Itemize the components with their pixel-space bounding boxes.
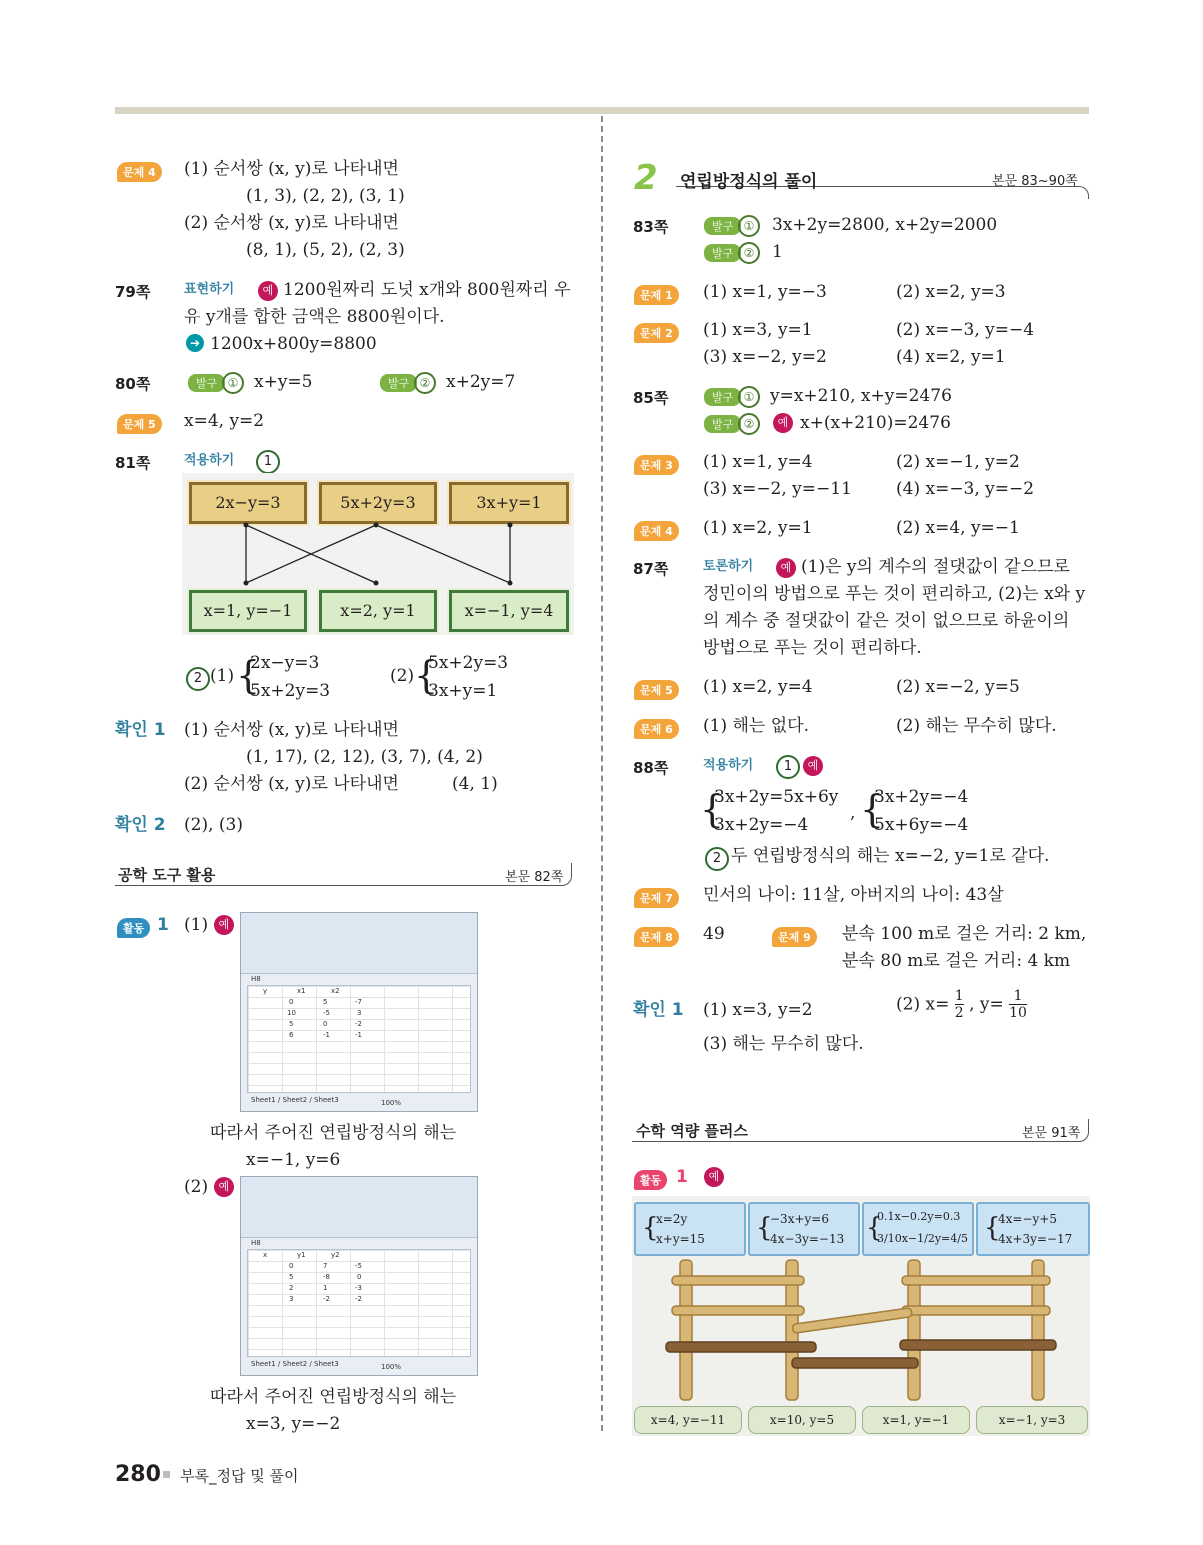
answer: 분속 80 m로 걸은 거리: 4 km <box>842 951 1071 971</box>
text-line: (8, 1), (5, 2), (2, 3) <box>246 240 405 260</box>
text-line: 따라서 주어진 연립방정식의 해는 <box>210 1387 457 1407</box>
text-line: x=3, y=−2 <box>246 1414 341 1434</box>
answer: (1) x=2, y=1 <box>703 518 813 538</box>
cell: x1 <box>297 987 306 995</box>
cell: x2 <box>331 987 340 995</box>
answer: (3) 해는 무수히 많다. <box>703 1034 864 1054</box>
equation: 4x=−y+5 <box>998 1212 1057 1226</box>
answer: (3) x=−2, y=−11 <box>703 479 852 499</box>
denominator: 2 <box>954 1005 964 1021</box>
cell: 3 <box>289 1295 294 1303</box>
section-title: 수학 역량 플러스 <box>636 1122 748 1140</box>
equation: x=2y <box>656 1212 688 1226</box>
section-ref: 본문 83~90쪽 <box>992 174 1078 189</box>
text-line: 의 계수 중 절댓값이 같은 것이 없으므로 하윤이의 <box>703 611 1070 631</box>
text-line: 따라서 주어진 연립방정식의 해는 <box>210 1123 457 1143</box>
answer: (2) x=−1, y=2 <box>896 452 1020 472</box>
answer: (1) x=1, y=−3 <box>703 282 827 302</box>
fraction <box>955 988 964 1021</box>
answer: (4) x=−3, y=−2 <box>896 479 1035 499</box>
section-ref: 본문 91쪽 <box>1022 1126 1081 1141</box>
text-line: (1) 순서쌍 (x, y)로 나타내면 <box>184 159 399 179</box>
inquiry-badge: 발구 <box>380 374 417 392</box>
spreadsheet-screenshot <box>240 1176 478 1376</box>
equation: x+y=15 <box>656 1232 705 1246</box>
activity-badge: 활동 <box>634 1170 667 1190</box>
problem-badge: 문제 8 <box>634 927 679 947</box>
answer: 3x+2y=2800, x+2y=2000 <box>772 215 998 235</box>
number-2: ② <box>738 413 760 435</box>
text-line: (4, 1) <box>452 774 498 794</box>
cell: -2 <box>323 1295 330 1303</box>
section-title: 공학 도구 활용 <box>118 866 216 884</box>
example-icon: 예 <box>704 1167 724 1187</box>
answer: 49 <box>703 924 725 944</box>
answer: 민서의 나이: 11살, 아버지의 나이: 43살 <box>703 885 1004 905</box>
number-2: 2 <box>705 847 729 871</box>
number-2: ② <box>738 242 760 264</box>
example-icon: 예 <box>214 915 234 935</box>
equation: 4x+3y=−17 <box>998 1232 1073 1246</box>
fraction <box>1009 988 1027 1021</box>
numerator: 1 <box>1009 988 1027 1005</box>
number-2: 2 <box>186 667 210 691</box>
equation: 3x+2y=5x+6y <box>714 787 839 807</box>
equation: 2x−y=3 <box>250 653 320 673</box>
bullet <box>163 1471 170 1478</box>
number-1: 1 <box>256 450 280 474</box>
cell: -8 <box>323 1273 330 1281</box>
text-line: (1, 3), (2, 2), (3, 1) <box>246 186 405 206</box>
cell: -2 <box>355 1295 362 1303</box>
cell: 7 <box>323 1262 328 1270</box>
system-card <box>748 1202 860 1256</box>
equation: 3/10x−1/2y=4/5 <box>877 1232 968 1245</box>
brace: { <box>984 1213 1001 1243</box>
answer: (1) x=3, y=1 <box>703 320 813 340</box>
problem-badge: 문제 9 <box>772 927 817 947</box>
equation-box: 5x+2y=3 <box>319 482 437 524</box>
cell: 2 <box>289 1284 294 1292</box>
brace: { <box>642 1213 659 1243</box>
activity-number: 1 <box>676 1167 688 1187</box>
cell: y2 <box>331 1251 340 1259</box>
number-1: 1 <box>776 755 800 779</box>
answer: x+(x+210)=2476 <box>800 413 951 433</box>
answer: x+y=5 <box>254 372 313 392</box>
page-ref: 79쪽 <box>115 283 151 301</box>
fraction-answer <box>896 988 1027 1021</box>
cell: -2 <box>355 1020 362 1028</box>
brace: { <box>860 787 885 831</box>
example-icon: 예 <box>258 281 278 301</box>
cell: 1 <box>323 1284 328 1292</box>
spreadsheet-screenshot <box>240 912 478 1112</box>
problem-badge: 문제 6 <box>634 719 679 739</box>
equation: 4x−3y=−13 <box>770 1232 845 1246</box>
inquiry-badge: 발구 <box>188 374 225 392</box>
cell: -7 <box>355 998 362 1006</box>
page-ref: 87쪽 <box>633 560 669 578</box>
problem-badge: 문제 7 <box>634 888 679 908</box>
brace: { <box>756 1213 773 1243</box>
answer-card: x=4, y=−11 <box>634 1406 742 1434</box>
cell: 5 <box>289 1273 294 1281</box>
page-ref: 83쪽 <box>633 218 669 236</box>
answer: (2) x=4, y=−1 <box>896 518 1020 538</box>
example-icon: 예 <box>803 756 823 776</box>
text-line: 1200원짜리 도넛 x개와 800원짜리 우 <box>283 280 571 300</box>
label: (1) <box>184 915 209 935</box>
equation: 5x+2y=3 <box>428 653 509 673</box>
label: (2) <box>184 1177 209 1197</box>
numerator: 1 <box>954 988 964 1004</box>
column-divider <box>601 116 603 1431</box>
example-icon: 예 <box>776 558 796 578</box>
arrow-icon: ➔ <box>186 334 204 352</box>
equation: 0.1x−0.2y=0.3 <box>877 1210 961 1223</box>
equation: −3x+y=6 <box>770 1212 829 1226</box>
ribbon <box>241 913 477 974</box>
answer-card: x=1, y=−1 <box>862 1406 970 1434</box>
name-box: H8 <box>251 975 261 983</box>
cell: 5 <box>289 1020 294 1028</box>
answer: (2) 해는 무수히 많다. <box>896 716 1057 736</box>
answer: (1) x=3, y=2 <box>703 1000 813 1020</box>
cell: x <box>263 1251 268 1259</box>
problem-badge: 문제 5 <box>117 414 162 434</box>
text-line: 1200x+800y=8800 <box>210 334 377 354</box>
text: , y= <box>969 994 1004 1015</box>
cell: 0 <box>289 1262 294 1270</box>
section-number: 2 <box>634 158 658 198</box>
section-title: 연립방정식의 풀이 <box>680 172 818 192</box>
equation-box: 2x−y=3 <box>189 482 307 524</box>
activity-tag: 표현하기 <box>184 282 235 297</box>
cell: y <box>263 987 268 995</box>
text-line: 두 연립방정식의 해는 x=−2, y=1로 같다. <box>731 846 1050 866</box>
fence-illustration <box>632 1254 1090 1402</box>
activity-tag: 적용하기 <box>703 758 754 773</box>
comma: , <box>850 803 856 823</box>
brace: { <box>866 1213 883 1243</box>
number-2: ② <box>414 372 436 394</box>
check-label: 확인 2 <box>115 815 166 835</box>
problem-badge: 문제 3 <box>634 455 679 475</box>
answer: y=x+210, x+y=2476 <box>770 386 952 406</box>
cell: 6 <box>289 1031 294 1039</box>
answer: (1) x=2, y=4 <box>703 677 813 697</box>
cell: -5 <box>355 1262 362 1270</box>
inquiry-badge: 발구 <box>704 388 741 406</box>
footer-text: 부록_정답 및 풀이 <box>180 1467 299 1485</box>
text-line: (1) 순서쌍 (x, y)로 나타내면 <box>184 720 399 740</box>
check-label: 확인 1 <box>633 1000 684 1020</box>
number-1: ① <box>738 386 760 408</box>
system-card <box>862 1202 974 1256</box>
activity-badge: 활동 <box>117 918 150 938</box>
inquiry-badge: 발구 <box>704 415 741 433</box>
label: (2) <box>390 666 415 686</box>
system-card <box>634 1202 746 1256</box>
text: (2) x= <box>896 994 950 1015</box>
zoom-level: 100% <box>381 1363 402 1371</box>
cell: -3 <box>355 1284 362 1292</box>
number-1: ① <box>222 372 244 394</box>
cell: -1 <box>355 1031 362 1039</box>
cell: -1 <box>323 1031 330 1039</box>
answer: (2) x=−2, y=5 <box>896 677 1020 697</box>
cell: 0 <box>323 1020 328 1028</box>
brace: { <box>700 787 725 831</box>
solution-box: x=1, y=−1 <box>189 590 307 632</box>
brace: { <box>414 653 439 697</box>
check-label: 확인 1 <box>115 720 166 740</box>
page-ref: 85쪽 <box>633 389 669 407</box>
ribbon <box>241 1177 477 1238</box>
answer: (1) x=1, y=4 <box>703 452 813 472</box>
equation: 5x+6y=−4 <box>874 815 969 835</box>
answer: (1) 해는 없다. <box>703 716 809 736</box>
page-ref: 80쪽 <box>115 375 151 393</box>
problem-badge: 문제 1 <box>634 285 679 305</box>
answer: x+2y=7 <box>446 372 516 392</box>
section-ref: 본문 82쪽 <box>505 870 564 885</box>
text-line: 유 y개를 합한 금액은 8800원이다. <box>184 307 445 327</box>
problem-badge: 문제 4 <box>117 162 162 182</box>
label: (1) <box>210 666 235 686</box>
system-card <box>976 1202 1090 1256</box>
problem-badge: 문제 4 <box>634 521 679 541</box>
activity-tag: 토론하기 <box>703 559 754 574</box>
denominator: 10 <box>1009 1005 1027 1021</box>
text-line: 정민이의 방법으로 푸는 것이 편리하고, (2)는 x와 y <box>703 584 1086 604</box>
inquiry-badge: 발구 <box>704 217 741 235</box>
inquiry-badge: 발구 <box>704 244 741 262</box>
cell: 5 <box>323 998 328 1006</box>
page-ref: 88쪽 <box>633 759 669 777</box>
text-line: (2) 순서쌍 (x, y)로 나타내면 <box>184 774 399 794</box>
sheet-tabs: Sheet1 / Sheet2 / Sheet3 <box>251 1096 339 1104</box>
text-line: x=−1, y=6 <box>246 1150 341 1170</box>
equation-box: 3x+y=1 <box>449 482 569 524</box>
top-rule <box>115 107 1089 114</box>
problem-badge: 문제 5 <box>634 680 679 700</box>
number-1: ① <box>738 215 760 237</box>
cell: 0 <box>357 1273 362 1281</box>
answer: (2) x=2, y=3 <box>896 282 1006 302</box>
brace: { <box>236 653 261 697</box>
equation: 5x+2y=3 <box>250 681 331 701</box>
equation: 3x+2y=−4 <box>714 815 809 835</box>
cell: 10 <box>287 1009 296 1017</box>
cell: -5 <box>323 1009 330 1017</box>
cell: 3 <box>357 1009 362 1017</box>
answer: (2) x=−3, y=−4 <box>896 320 1035 340</box>
answer-card: x=10, y=5 <box>748 1406 856 1434</box>
text-line: (1, 17), (2, 12), (3, 7), (4, 2) <box>246 747 483 767</box>
solution-box: x=−1, y=4 <box>449 590 569 632</box>
sheet-tabs: Sheet1 / Sheet2 / Sheet3 <box>251 1360 339 1368</box>
answer-card: x=−1, y=3 <box>976 1406 1088 1434</box>
solution-box: x=2, y=1 <box>319 590 437 632</box>
page-ref: 81쪽 <box>115 454 151 472</box>
cell: 0 <box>289 998 294 1006</box>
answer: (4) x=2, y=1 <box>896 347 1006 367</box>
zoom-level: 100% <box>381 1099 402 1107</box>
cell: y1 <box>297 1251 306 1259</box>
problem-badge: 문제 2 <box>634 323 679 343</box>
example-icon: 예 <box>214 1177 234 1197</box>
text-line: (1)은 y의 계수의 절댓값이 같으므로 <box>801 557 1070 577</box>
example-icon: 예 <box>773 413 793 433</box>
name-box: H8 <box>251 1239 261 1247</box>
answer: 1 <box>772 242 783 262</box>
text-line: 방법으로 푸는 것이 편리하다. <box>703 638 922 658</box>
equation: 3x+2y=−4 <box>874 787 969 807</box>
activity-number: 1 <box>157 915 169 935</box>
answer: x=4, y=2 <box>184 411 265 431</box>
activity-tag: 적용하기 <box>184 453 235 468</box>
answer: 분속 100 m로 걸은 거리: 2 km, <box>842 924 1087 944</box>
text-line: (2) 순서쌍 (x, y)로 나타내면 <box>184 213 399 233</box>
page-number: 280 <box>115 1462 161 1487</box>
answer: (2), (3) <box>184 815 243 835</box>
answer: (3) x=−2, y=2 <box>703 347 827 367</box>
equation: 3x+y=1 <box>428 681 498 701</box>
